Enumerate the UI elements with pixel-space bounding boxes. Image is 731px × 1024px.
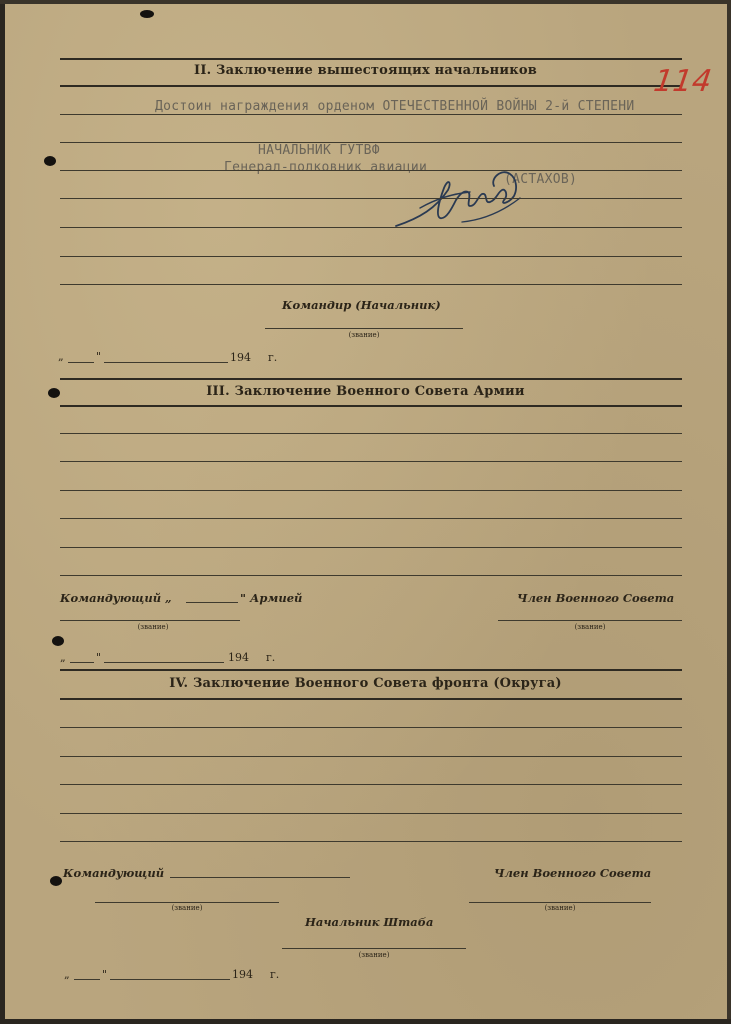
typed-award-recommendation: Достоин награждения орденом ОТЕЧЕСТВЕННОЙ ВОЙНЫ 2-й СТЕПЕНИ (155, 99, 635, 114)
section4-line (60, 756, 682, 757)
handwritten-page-number: 114 (651, 64, 714, 99)
section3-line (60, 490, 682, 491)
section2-date-month-line (104, 362, 228, 363)
section3-left-rank-line (60, 620, 240, 621)
page-edge-bottom (0, 1019, 731, 1024)
section4-council-member-label: Член Военного Совета (494, 866, 652, 880)
section4-title: IV. Заключение Военного Совета фронта (Округа) (169, 676, 562, 691)
section2-rank-caption: (звание) (348, 331, 380, 339)
section4-date-day-line (74, 979, 100, 980)
section4-title-rule (60, 698, 682, 700)
section4-date-year: 194 (232, 968, 253, 981)
section3-council-member-label: Член Военного Совета (517, 591, 675, 605)
section2-title-rule (60, 85, 682, 87)
section2-date-suffix: г. (268, 351, 278, 364)
punch-hole (140, 10, 154, 18)
page-edge-right (727, 0, 731, 1024)
typed-signer-name: (АСТАХОВ) (504, 172, 578, 187)
section4-left-rank-caption: (звание) (171, 904, 203, 912)
section2-top-rule (60, 58, 682, 60)
section4-line (60, 841, 682, 842)
section3-line (60, 433, 682, 434)
section2-line (60, 198, 682, 199)
punch-hole (44, 156, 56, 166)
section3-date-open-quote: „ (60, 651, 66, 664)
punch-hole (52, 636, 64, 646)
section2-line (60, 114, 682, 115)
page-edge-left (0, 0, 5, 1024)
section2-rank-line (265, 328, 463, 329)
section4-date-suffix: г. (270, 968, 280, 981)
section3-line (60, 547, 682, 548)
section4-center-rank-caption: (звание) (358, 951, 390, 959)
section4-line (60, 727, 682, 728)
section4-date-close-quote: " (102, 968, 108, 981)
page-edge-top (0, 0, 731, 4)
section3-date-month-line (104, 662, 224, 663)
section3-line (60, 461, 682, 462)
section4-chief-of-staff-label: Начальник Штаба (305, 915, 434, 929)
section4-right-rank-line (469, 902, 651, 903)
section2-date-close-quote: " (96, 350, 102, 363)
section3-line (60, 518, 682, 519)
section2-line (60, 256, 682, 257)
punch-hole (50, 876, 62, 886)
section3-date-suffix: г. (266, 651, 276, 664)
section2-date-open-quote: „ (58, 350, 64, 363)
section4-line (60, 784, 682, 785)
section3-left-rank-caption: (звание) (137, 623, 169, 631)
section2-line (60, 284, 682, 285)
section2-title: II. Заключение вышестоящих начальников (194, 63, 537, 78)
section3-title-rule (60, 405, 682, 407)
section4-date-month-line (110, 979, 230, 980)
section4-commander-line (170, 877, 350, 878)
section4-top-rule (60, 669, 682, 671)
section2-date-day-line (68, 362, 94, 363)
section3-date-day-line (70, 662, 94, 663)
section3-top-rule (60, 378, 682, 380)
typed-position: НАЧАЛЬНИК ГУТВФ (258, 143, 380, 158)
section3-line (60, 575, 682, 576)
section4-date-open-quote: „ (64, 968, 70, 981)
section3-date-close-quote: " (96, 651, 102, 664)
section4-right-rank-caption: (звание) (544, 904, 576, 912)
section2-date-year: 194 (230, 351, 251, 364)
typed-rank: Генерал-полковник авиации (224, 160, 428, 175)
section3-army-number-line (186, 602, 238, 603)
section3-date-year: 194 (228, 651, 249, 664)
section2-line (60, 170, 682, 171)
section4-commander-label: Командующий (63, 866, 165, 880)
section3-commander-label: Командующий „ (60, 591, 172, 605)
section3-title: III. Заключение Военного Совета Армии (206, 384, 525, 399)
section2-line (60, 227, 682, 228)
section3-right-rank-caption: (звание) (574, 623, 606, 631)
section4-line (60, 813, 682, 814)
section3-commander-label-end: " Армией (240, 591, 303, 605)
section2-commander-label: Командир (Начальник) (282, 298, 441, 312)
section4-left-rank-line (95, 902, 279, 903)
section3-right-rank-line (498, 620, 682, 621)
section4-center-rank-line (282, 948, 466, 949)
